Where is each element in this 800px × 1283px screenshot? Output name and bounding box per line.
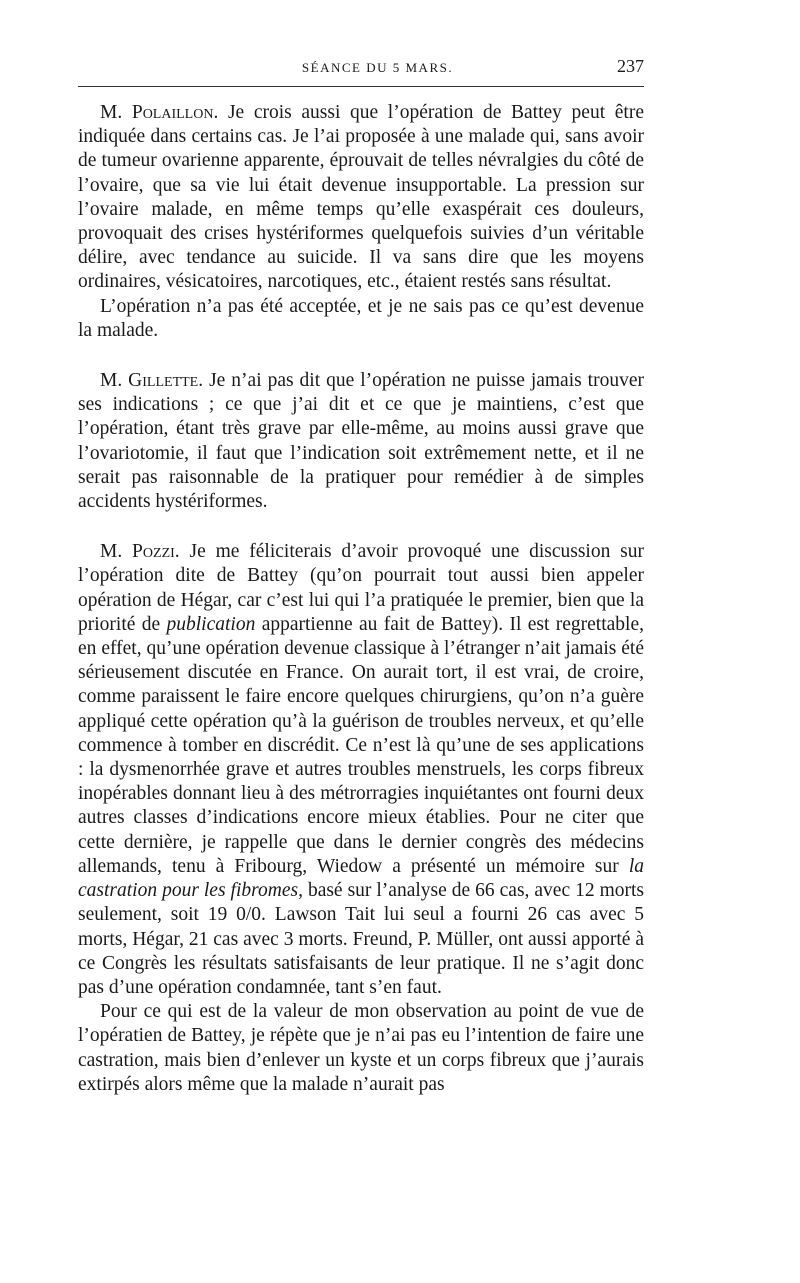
italic-publication: publication xyxy=(166,613,256,635)
paragraph-pozzi-followup xyxy=(78,1000,644,1097)
paragraph-text: appartienne au fait de Battey). Il est regrettable, en effet, qu’une opération devenue classique à l’étranger n’ait jamais été sérieusement discutée en France. On aurait tort, il est vrai, de croire, comme paraissent le faire encore quelques chirurgiens, qu’on n’a guère appliqué cette opération qu’à la guérison de troubles nerveux, et qu’elle commence à tomber en discrédit. Ce n’est là qu’une de ses applications : la dysmenorrhée grave et autres troubles menstruels, les corps fibreux inopérables donnant lieu à des métrorragies inquiétantes ont fourni deux autres classes d’indications encore mieux établies. Pour ne citer que cette dernière, je rappelle que dans le dernier congrès des médecins allemands, tenu à Fribourg, Wiedow a présenté un mémoire sur xyxy=(78,613,644,877)
paragraph-group-pozzi xyxy=(78,540,644,1097)
speaker-name: M. Gillette. xyxy=(100,370,204,392)
italic-title: la castration pour les fibromes, xyxy=(78,855,644,902)
paragraph-text: Je n’ai pas dit que l’opération ne puisse jamais trouver ses indications ; ce que j’ai dit et ce que je maintiens, c’est que l’opération, étant très grave par elle-même, au moins aussi grave que l’ovariotomie, il faut que l’indication soit extrêmement nette, et il ne serait pas raisonnable de la pratiquer pour remédier à de simples accidents hystériformes. xyxy=(78,370,644,513)
speaker-name: M. Pozzi. xyxy=(100,541,180,563)
paragraph-text: L’opération n’a pas été acceptée, et je ne sais pas ce qu’est devenue la malade. xyxy=(78,295,644,341)
paragraph-text: Je me féliciterais d’avoir provoqué une discussion sur l’opération dite de Battey (qu’on pourrait tout aussi bien appeler opération de Hégar, car c’est lui qui l’a pratiquée le premier, bien que la priorité de xyxy=(78,541,645,635)
running-title: SÉANCE DU 5 MARS. xyxy=(301,60,454,75)
paragraph-text: Je crois aussi que l’opération de Battey peut être indiquée dans certains cas. Je l’ai proposée à une malade qui, sans avoir de tumeur ovarienne apparente, éprouvait de telles névralgies du côté de l’ovaire, que sa vie lui était devenue insupportable. La pression sur l’ovaire malade, en même temps qu’elle exaspérait ces douleurs, provoquait des crises hystériformes quelquefois suivies d’un véritable délire, avec tendance au suicide. Il va sans dire que les moyens ordinaires, vésicatoires, narcotiques, etc., étaient restés sans résultat. xyxy=(78,102,644,293)
paragraph-pozzi xyxy=(78,540,644,1000)
paragraph-text: basé sur l’analyse de 66 cas, avec 12 morts seulement, soit 19 0/0. Lawson Tait lui seul a fourni 26 cas avec 5 morts, Hégar, 21 cas avec 3 morts. Freund, P. Müller, ont aussi apporté à ce Congrès les résultats satisfaisants de leur pratique. Il ne s’agit donc pas d’une opération condamnée, tant s’en faut. xyxy=(78,880,644,998)
page-header xyxy=(78,56,644,87)
paragraph-polaillon xyxy=(78,101,644,295)
book-page xyxy=(78,56,644,1097)
paragraph-gillette xyxy=(78,369,644,514)
paragraph-group-gillette xyxy=(78,369,644,514)
speaker-name: M. Polaillon. xyxy=(100,102,219,123)
page-number: 237 xyxy=(617,56,644,76)
paragraph-group-polaillon xyxy=(78,101,644,343)
paragraph-text: Pour ce qui est de la valeur de mon observation au point de vue de l’opératien de Battey, je répète que je n’ai pas eu l’intention de faire une castration, mais bien d’enlever un kyste et un corps fibreux que j’aurais extirpés alors même que la malade n’aurait pas xyxy=(78,1001,644,1095)
paragraph-polaillon-followup xyxy=(78,295,644,343)
